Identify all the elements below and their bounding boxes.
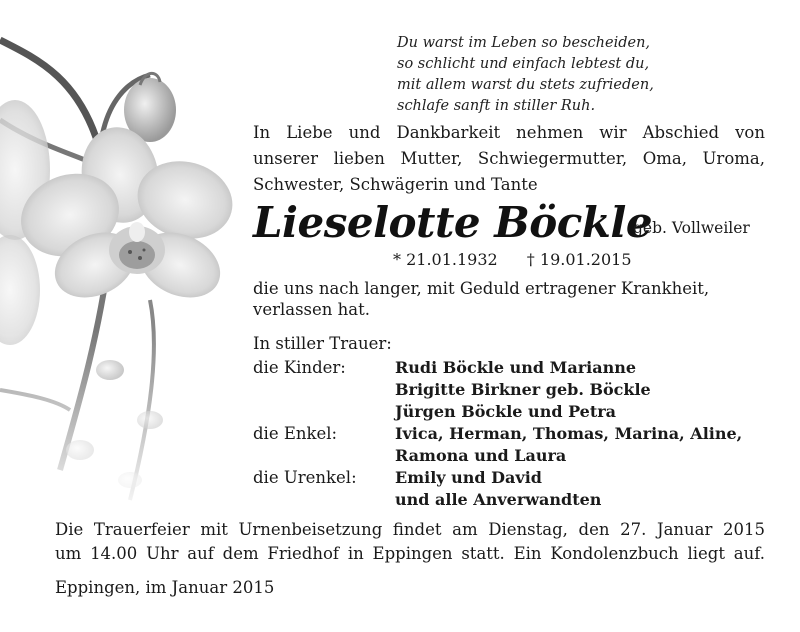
mourner-row: [253, 402, 773, 424]
poem: [397, 33, 654, 117]
relation-label: die Kinder:: [253, 358, 346, 377]
mourner-row: [253, 490, 773, 512]
place-and-date: Eppingen, im Januar 2015: [55, 578, 275, 597]
mourner-names: Rudi Böckle und Marianne: [395, 358, 637, 377]
death-date: † 19.01.2015: [526, 250, 632, 269]
mourner-row: [253, 446, 773, 468]
illness-line: verlassen hat.: [253, 300, 370, 319]
relation-label: die Enkel:: [253, 424, 338, 443]
life-dates: [393, 250, 632, 269]
intro-line: unserer lieben Mutter, Schwiegermutter, Oma, Uroma,: [253, 149, 765, 168]
mourner-names: Jürgen Böckle und Petra: [395, 402, 617, 421]
mourner-names: und alle Anverwandten: [395, 490, 602, 509]
birth-name: geb. Vollweiler: [633, 219, 750, 237]
mourners-list: [253, 358, 773, 512]
deceased-name: Lieselotte Böckle: [253, 198, 653, 247]
poem-line: Du warst im Leben so bescheiden,: [397, 35, 651, 51]
birth-date: * 21.01.1932: [393, 250, 498, 269]
intro-text: [253, 120, 765, 198]
relation-label: die Urenkel:: [253, 468, 357, 487]
orchid-flower-image: [0, 0, 240, 520]
funeral-line: Die Trauerfeier mit Urnenbeisetzung findet am Dienstag, den 27. Januar 2015: [55, 520, 765, 539]
mourner-row: [253, 424, 773, 446]
illness-line: die uns nach langer, mit Geduld ertragener Krankheit,: [253, 279, 710, 298]
poem-line: schlafe sanft in stiller Ruh.: [397, 98, 596, 114]
mourner-row: [253, 358, 773, 380]
mourner-names: Ivica, Herman, Thomas, Marina, Aline,: [395, 424, 743, 443]
poem-line: so schlicht und einfach lebtest du,: [397, 56, 650, 72]
mourner-names: Ramona und Laura: [395, 446, 567, 465]
mourner-names: Emily und David: [395, 468, 542, 487]
intro-line: In Liebe und Dankbarkeit nehmen wir Abschied von: [253, 123, 765, 142]
mourner-row: [253, 380, 773, 402]
funeral-info: [55, 518, 765, 566]
mourner-names: Brigitte Birkner geb. Böckle: [395, 380, 651, 399]
poem-line: mit allem warst du stets zufrieden,: [397, 77, 654, 93]
deceased-name-row: [253, 195, 773, 250]
funeral-line: um 14.00 Uhr auf dem Friedhof in Eppingen statt. Ein Kondolenzbuch liegt auf.: [55, 544, 765, 563]
mourner-row: [253, 468, 773, 490]
illness-text: [253, 278, 765, 320]
intro-line: Schwester, Schwägerin und Tante: [253, 175, 538, 194]
mourning-title: In stiller Trauer:: [253, 334, 392, 353]
